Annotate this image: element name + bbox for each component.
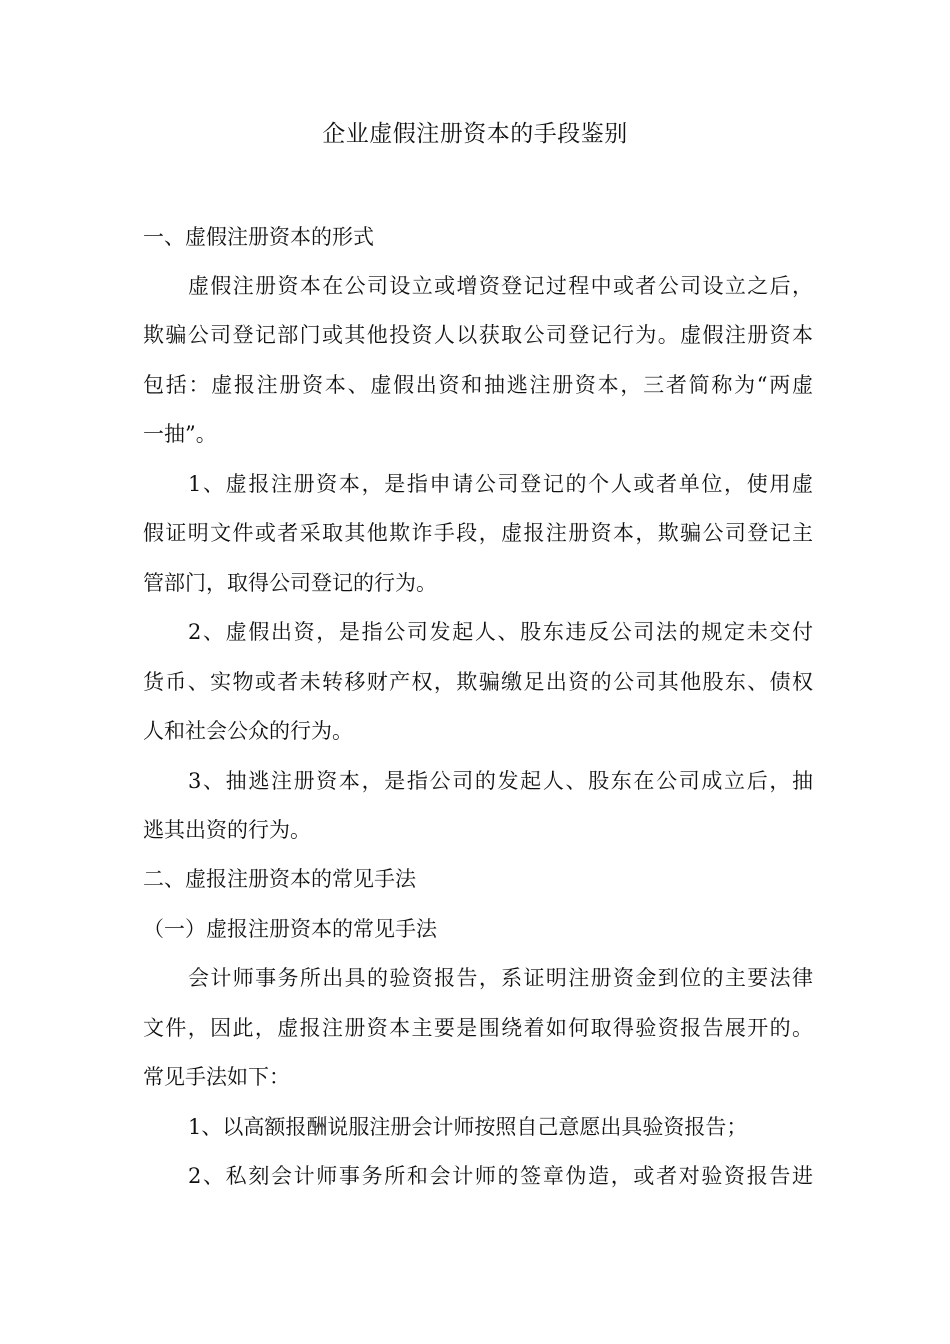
paragraph-line: 逃其出资的行为。 — [143, 818, 311, 842]
paragraph-line: 会计师事务所出具的验资报告，系证明注册资金到位的主要法律 — [188, 966, 813, 990]
paragraph-line: 3、抽逃注册资本，是指公司的发起人、股东在公司成立后，抽 — [188, 769, 813, 793]
paragraph-line: 一抽”。 — [143, 422, 217, 446]
paragraph-line: 常见手法如下： — [143, 1065, 290, 1089]
paragraph-line: 欺骗公司登记部门或其他投资人以获取公司登记行为。虚假注册资本 — [143, 323, 813, 347]
section-heading-2: 二、虚报注册资本的常见手法 — [143, 867, 416, 891]
paragraph-line: 包括：虚报注册资本、虚假出资和抽逃注册资本，三者简称为“两虚 — [143, 373, 813, 397]
subsection-heading: （一）虚报注册资本的常见手法 — [143, 917, 437, 941]
paragraph-line: 人和社会公众的行为。 — [143, 719, 353, 743]
section-heading-1: 一、虚假注册资本的形式 — [143, 225, 374, 249]
paragraph-line: 假证明文件或者采取其他欺诈手段，虚报注册资本，欺骗公司登记主 — [143, 521, 813, 545]
list-item: 1、以高额报酬说服注册会计师按照自己意愿出具验资报告； — [188, 1115, 748, 1139]
paragraph-line: 货币、实物或者未转移财产权，欺骗缴足出资的公司其他股东、债权 — [143, 670, 813, 694]
list-item: 2、私刻会计师事务所和会计师的签章伪造，或者对验资报告进 — [188, 1164, 813, 1188]
paragraph-line: 文件，因此，虚报注册资本主要是围绕着如何取得验资报告展开的。 — [143, 1016, 813, 1040]
paragraph-line: 管部门，取得公司登记的行为。 — [143, 571, 437, 595]
paragraph-line: 2、虚假出资，是指公司发起人、股东违反公司法的规定未交付 — [188, 620, 813, 644]
paragraph-line: 1、虚报注册资本，是指申请公司登记的个人或者单位，使用虚 — [188, 472, 813, 496]
paragraph-line: 虚假注册资本在公司设立或增资登记过程中或者公司设立之后， — [188, 274, 813, 298]
document-title: 企业虚假注册资本的手段鉴别 — [322, 121, 628, 147]
